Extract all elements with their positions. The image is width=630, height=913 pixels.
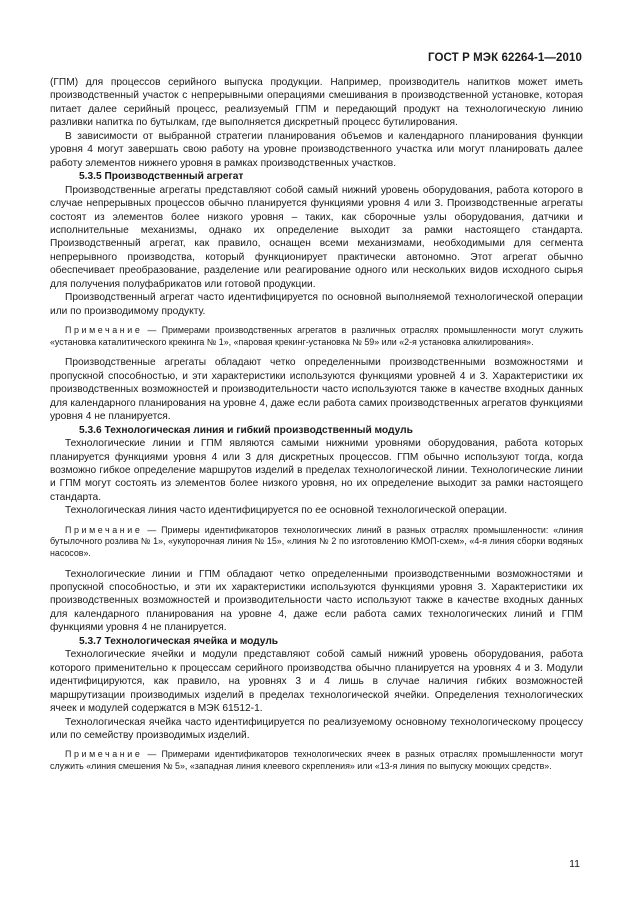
note-5-3-7 [50,749,583,772]
note-label: Примечание [65,749,143,760]
section-heading-5-3-5: 5.3.5 Производственный агрегат [79,171,244,183]
note-text: — Примерами производственных агрегатов в различных отраслях промышленности могут служить «установка каталитического крекинга № 1», «паровая крекинг-установка № 59» или «2-я установка алкилирования». [50,325,584,347]
paragraph-continuation: (ГПМ) для процессов серийного выпуска продукции. Например, производитель напитков может иметь производственный участок с непрерывными операциями смешивания в производственной установке, которая питает далее серийный процесс, реализуемый ГПМ и передающий продукт на технологическую линию разливки напитка по бутылкам, где выполняется дискретный процесс бутилирования. [50,77,583,129]
note-label: Примечание [65,524,143,535]
standard-header: ГОСТ Р МЭК 62264-1—2010 [428,52,582,64]
note-5-3-5 [50,325,583,348]
paragraph-5-3-7-2: Технологическая ячейка часто идентифицируется по реализуемому основному технологическому процессу или по семейству производимых изделий. [50,716,583,741]
paragraph-5-3-5-1: Производственные агрегаты представляют собой самый нижний уровень оборудования, работа которого в случае непрерывных процессов обычно планируется функциями уровня 4 или 3. Производственные агрегаты состоят из элементов более низкого уровня – таких, как сборочные узлы оборудования, датчики и исполнительные механизмы, однако их определение выходит за рамки настоящего стандарта. Производственный агрегат, как правило, оснащен всеми механизмами, необходимыми для сегмента непрерывного производства, который функционирует практически автономно. Этот агрегат обычно обеспечивает преобразование, разделение или реагирование одного или нескольких видов исходного сырья для получения полуфабрикатов или готовой продукции. [50,184,583,290]
paragraph-5-3-6-1: Технологические линии и ГПМ являются самыми нижними уровнями оборудования, работа которых планируется функциями уровня 4 или 3 для дискретных процессов. ГПМ обычно используют тогда, когда возможно гибкое определение маршрутов изделий в пределах технологической линии. Технологические линии и ГПМ могут состоять из элементов более низкого уровня, но их определение выходит за рамки настоящего стандарта. [50,438,583,503]
note-text: — Примерами идентификаторов технологических ячеек в разных отраслях промышленности могут служить «линия смешения № 5», «западная линия клеевого скрепления» или «13-я линия по выпуску моющих средств». [50,749,584,772]
note-5-3-6 [50,525,583,560]
note-text: — Примеры идентификаторов технологических линий в разных отраслях промышленности: «линия бутылочного розлива № 1», «укупорочная линия № 15», «линия № 2 по изготовлению КМОП-схем», «4-я линия сборки водяных насосов». [50,524,584,558]
paragraph-5-3-5-3: Производственные агрегаты обладают четко определенными производственными возможностями и пропускной способностью, и эти характеристики используются функциями уровней 4 и 3. Характеристики их производственных возможностей и производительности часто используются также в качестве входных данных для календарного планирования на уровне 4, даже если работа самих производственных агрегатов функциями уровня 4 не планируется. [50,357,583,423]
page-content [50,76,583,781]
paragraph-strategy: В зависимости от выбранной стратегии планирования объемов и календарного планирования функции уровня 4 могут завершать свою работу на уровне производственного участка или могут планировать далее работу элементов нижнего уровня в рамках производственных участков. [50,130,583,169]
section-heading-5-3-7: 5.3.7 Технологическая ячейка и модуль [79,635,279,647]
note-label: Примечание [65,325,143,336]
paragraph-5-3-6-2: Технологическая линия часто идентифицируется по ее основной технологической операции. [65,505,508,517]
paragraph-5-3-5-2: Производственный агрегат часто идентифицируется по основной выполняемой технологической операции или по производимому продукту. [50,292,583,317]
paragraph-5-3-7-1: Технологические ячейки и модули представляют собой самый нижний уровень оборудования, работа которого применительно к процессам серийного производства обычно планируется на уровнях 4 и 3. Модули идентифицируются, как правило, на уровнях 3 и 4 лишь в случае наличия гибких возможностей маршрутизации производимых изделий в пределах технологической ячейки. Определения технологических ячеек и модулей содержатся в МЭК 61512-1. [50,649,583,715]
section-heading-5-3-6: 5.3.6 Технологическая линия и гибкий производственный модуль [79,424,413,436]
page-number: 11 [569,858,580,870]
paragraph-5-3-6-3: Технологические линии и ГПМ обладают четко определенными производственными возможностями и пропускной способностью, и эти их характеристики используются функциями уровня 3. Характеристики их производственных возможностей и производительности часто используют также в качестве входных данных для календарного планирования на уровне 4, даже если работа самих технологических линий и ГПМ функциями уровня 4 не планируется. [50,568,583,634]
